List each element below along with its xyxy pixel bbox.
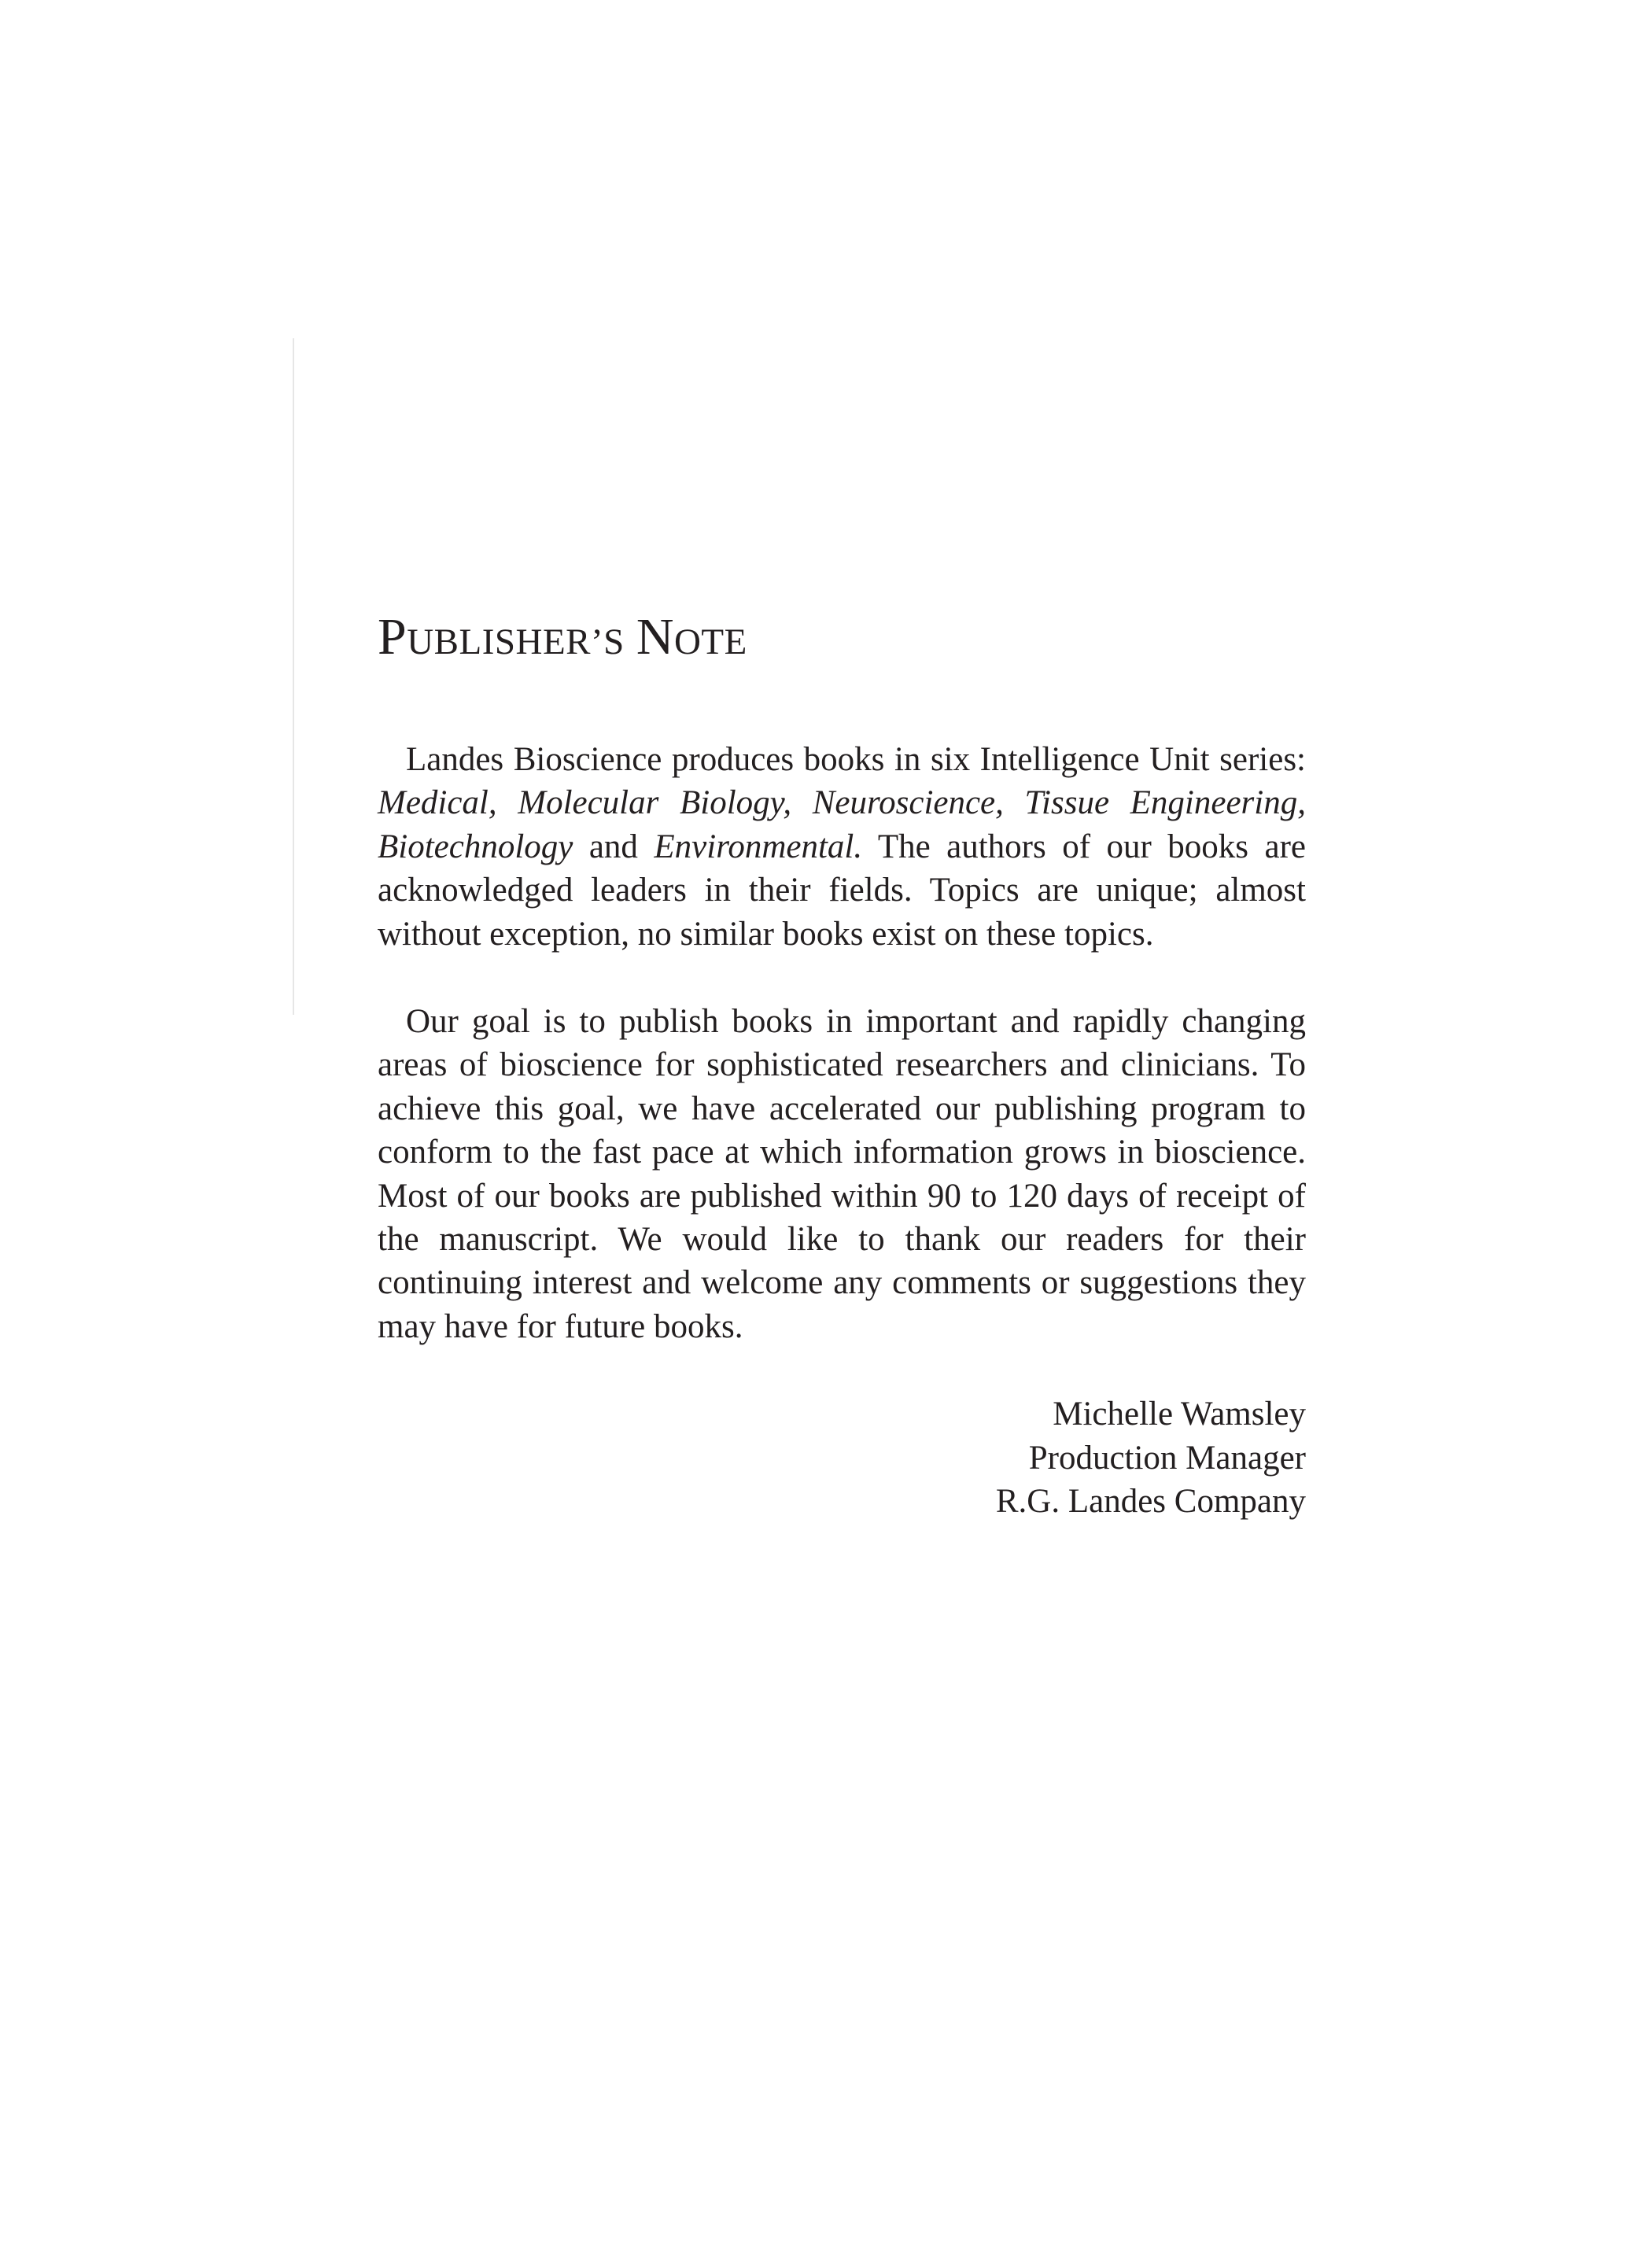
heading-cap-p: P <box>378 608 407 666</box>
paragraph-goal <box>378 1000 1306 1348</box>
paragraph-text: and <box>573 828 655 865</box>
paragraph-series <box>378 738 1306 956</box>
paragraph-text: Landes Bioscience produces books in six Intelligence Unit series: <box>406 741 1306 778</box>
signature-name: Michelle Wamsley <box>1053 1396 1306 1433</box>
series-list: Medical, Molecular Biology, Neuroscience, Tissue Engineering, Biotechnology <box>378 784 1306 865</box>
signature-title: Production Manager <box>1028 1439 1306 1477</box>
signature-company: R.G. Landes Company <box>995 1483 1306 1521</box>
margin-rule <box>293 338 294 1015</box>
heading-smallcaps-ublishers: UBLISHER’S <box>407 621 625 662</box>
page-title <box>378 606 1306 673</box>
paragraph-text: Our goal is to publish books in important and rapidly changing areas of bioscience for sophisticated researchers and clinicians. To achieve this goal, we have accelerated our publishing program to conform to the fast pace at which information grows in bioscience. Most of our books are published within 90 to 120 days of receipt of the manuscript. We would like to thank our readers for their continuing interest and welcome any comments or suggestions they may have for future books. <box>378 1003 1306 1345</box>
heading-smallcaps-ote: OTE <box>673 621 747 662</box>
series-environmental: Environmental. <box>654 828 863 865</box>
paragraph-text: The authors of our books are acknowledged leaders in their fields. Topics are unique; almost without exception, no similar books exist on these topics. <box>378 828 1306 953</box>
signature-block <box>378 1392 1306 1523</box>
heading-cap-n: N <box>636 608 674 666</box>
page-content <box>378 606 1306 1524</box>
